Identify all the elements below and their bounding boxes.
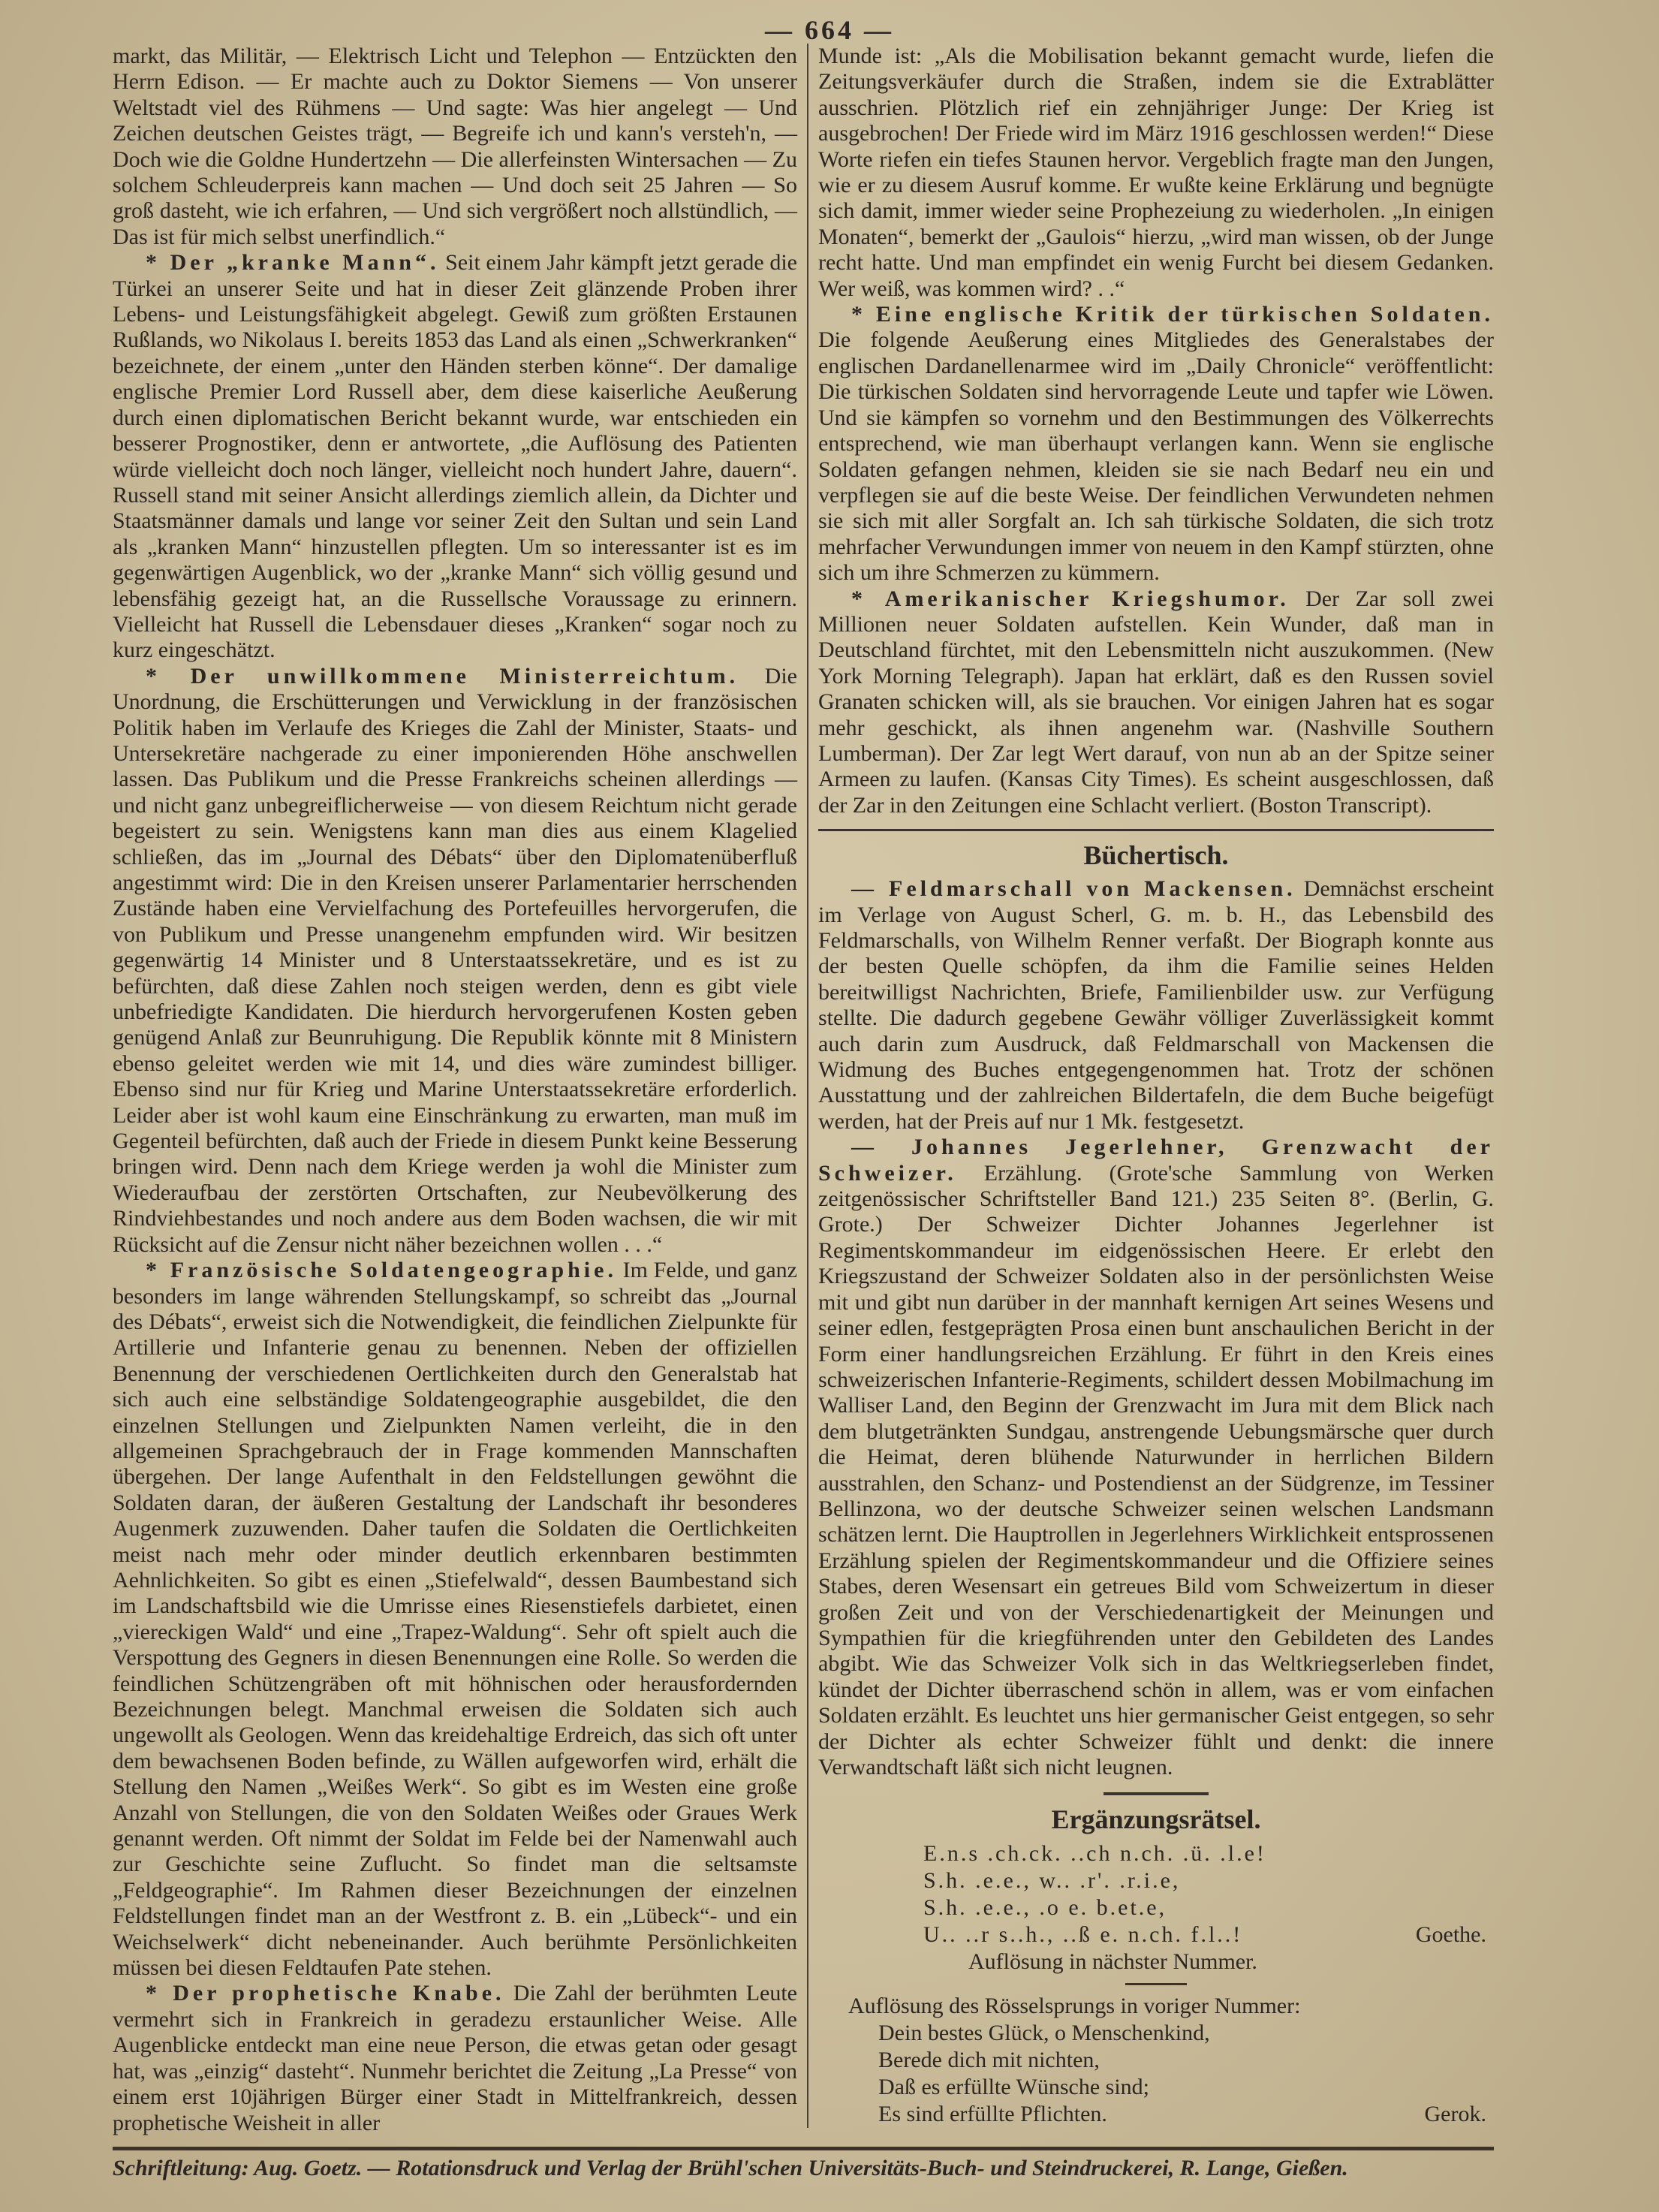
- section-divider: [1125, 1983, 1187, 1985]
- article-soldatengeographie: [113, 1258, 797, 1981]
- solution-heading: Auflösung des Rösselsprungs in voriger Nummer:: [848, 1994, 1301, 2019]
- solution-last-row: [878, 2101, 1486, 2128]
- article-body: Die folgende Aeußerung eines Mitgliedes des Generalstabes der englischen Dardanellenarmee wird im „Daily Chronicle“ veröffentlicht: Die türkischen Soldaten sind hervorragende Leute und tapfer wie Löwen. Und sie kämpfen so vornehm und den Bestimmungen des Völkerrechts entsprechend, wie man überhaupt verlangen kann. Wenn sie englische Soldaten gefangen nehmen, kleiden sie sie nach Bedarf neu ein und verpflegen sie auf die beste Weise. Der feindlichen Verwundeten nehmen sie sich mit aller Sorgfalt an. Ich sah türkische Soldaten, die sich trotz mehrfacher Verwundungen immer von neuem in den Kampf stürzten, ohne sich um ihre Schmerzen zu kümmern.: [818, 327, 1494, 586]
- article-continuation: [113, 44, 797, 250]
- review-body: Demnächst erscheint im Verlage von August Scherl, G. m. b. H., das Lebensbild des Feldmarschalls, von Wilhelm Renner verfaßt. Der Biograph konnte aus der besten Quelle schöpfen, da ihm die Familie seines Helden bereitwilligst Nachrichten, Briefe, Familienbilder usw. zur Verfügung stellte. Die dadurch gegebene Gewähr völliger Zuverlässigkeit kommt auch darin zum Ausdruck, daß Feldmarschall von Mackensen die Widmung des Buches entgegengenommen hat. Trotz der schönen Ausstattung und der zahlreichen Bildertafeln, die dem Buche beigefügt werden, hat der Preis auf nur 1 Mk. festgesetzt.: [818, 876, 1494, 1134]
- left-column: [113, 44, 807, 2136]
- review-mackensen: [818, 876, 1494, 1135]
- newspaper-page: [113, 44, 1494, 2212]
- right-column: [807, 44, 1494, 2128]
- review-headline: — Johannes Jegerlehner, Grenzwacht der Schweizer.: [818, 1135, 1494, 1186]
- review-jegerlehner: [818, 1135, 1494, 1780]
- puzzle-line: E.n.s .ch.ck. ..ch n.ch. .ü. .l.e!: [923, 1841, 1266, 1867]
- article-headline: * Französische Soldatengeographie.: [146, 1258, 617, 1283]
- article-englische-kritik: [818, 302, 1494, 586]
- page-number: — 664 —: [765, 15, 894, 45]
- solution-line: Berede dich mit nichten,: [878, 2048, 1100, 2073]
- columns: [113, 44, 1494, 2136]
- article-body: Seit einem Jahr kämpft jetzt gerade die Türkei an unserer Seite und hat in dieser Zeit glänzende Proben ihrer Lebens- und Leistungsfähigkeit abgelegt. Gewiß zum größten Erstaunen Rußlands, wo Nikolaus I. bereits 1853 das Land als einen „Schwerkranken“ bezeichnete, der einem „unter den Händen sterben könne“. Der damalige englische Premier Lord Russell aber, dem diese kaiserliche Aeußerung durch einen diplomatischen Bericht bekannt wurde, war entschieden ein besserer Prognostiker, denn er antwortete, „die Auflösung des Patienten würde vielleicht doch noch länger, vielleicht noch hundert Jahre, dauern“. Russell stand mit seiner Ansicht allerdings ziemlich allein, da Dichter und Staatsmänner damals und lange vor seiner Zeit den Sultan und sein Land als „kranken Mann“ hinzustellen pflegten. Um so interessanter ist es im gegenwärtigen Augenblick, wo der „kranke Mann“ sich völlig gesund und lebensfähig gezeigt hat, an die Russellsche Voraussage zu erinnern. Vielleicht hat Russell die Lebensdauer dieses „Kranken“ sogar noch zu kurz eingeschätzt.: [113, 250, 798, 663]
- article-continuation: [818, 44, 1494, 302]
- article-body: Die Unordnung, die Erschütterungen und Verwicklung in der französischen Politik haben im Verlaufe des Krieges die Zahl der Minister, Staats- und Untersekretäre nachgerade zu einer imponierenden Höhe anschwellen lassen. Das Publikum und die Presse Frankreichs scheinen allerdings — und nicht ganz unbegreiflicherweise — von diesem Reichtum nicht gerade begeistert zu sein. Wenigstens kann man dies aus einem Klagelied schließen, das im „Journal des Débats“ über den Diplomatenüberfluß angestimmt wird: Die in den Kreisen unserer Parlamentarier herrschenden Zustände haben eine Vervielfachung des Portefeuilles hervorgerufen, die von Publikum und Presse unangenehm empfunden wird. Wir besitzen gegenwärtig 14 Minister und 8 Unterstaatssekretäre, und es ist zu befürchten, daß diese Zahlen noch steigen werden, denn es gibt viele unbefriedigte Kandidaten. Die hierdurch hervorgerufenen Kosten geben genügend Anlaß zur Beunruhigung. Die Republik könnte mit 8 Ministern ebenso geleitet werden wie mit 14, und dies wäre zumindest billiger. Ebenso sind nur für Krieg und Marine Unterstaatssekretäre erforderlich. Leider aber ist wohl kaum eine Einschränkung zu erwarten, man muß im Gegenteil befürchten, daß auch der Friede in diesem Punkt keine Besserung bringen wird. Denn nach dem Kriege werden ja wohl die Minister zum Wiederaufbau der zerstörten Ortschaften, zur Neubevölkerung des Rindviehbestandes und noch andere aus dem Boden wachsen, die wir mit Rücksicht auf die Zensur nicht näher bezeichnen wollen . . .“: [113, 663, 797, 1257]
- review-headline: — Feldmarschall von Mackensen.: [851, 876, 1296, 902]
- puzzle-author: Goethe.: [1415, 1922, 1486, 1948]
- solution: [818, 1993, 1494, 2128]
- article-headline: * Der „kranke Mann“.: [146, 250, 440, 276]
- article-headline: * Der unwillkommene Ministerreichtum.: [146, 663, 739, 689]
- article-body: Die Zahl der berühmten Leute vermehrt sich in Frankreich in geradezu erstaunlicher Weise. Alle Augenblicke entdeckt man eine neue Person, die etwas getan oder gesagt hat, was „einzig“ dasteht“. Nunmehr berichtet die Zeitung „La Presse“ von einem erst 10jährigen Bürger einer Stadt in Mittelfrankreich, dessen prophetische Weisheit in aller: [113, 1981, 797, 2135]
- section-divider: [1103, 1792, 1209, 1795]
- article-headline: * Amerikanischer Kriegshumor.: [851, 586, 1290, 611]
- solution-line: Daß es erfüllte Wünsche sind;: [878, 2075, 1150, 2100]
- solution-poem: [848, 2020, 1486, 2128]
- article-kranke-mann: [113, 250, 797, 664]
- section-divider: [818, 829, 1494, 831]
- puzzle-heading: Ergänzungsrätsel.: [1051, 1804, 1261, 1835]
- article-body: Munde ist: „Als die Mobilisation bekannt gemacht wurde, liefen die Zeitungsverkäufer durch die Straßen, indem sie die Extrablätter ausschrien. Plötzlich rief ein zehnjähriger Junge: Der Krieg ist ausgebrochen! Der Friede wird im März 1916 geschlossen werden!“ Diese Worte riefen ein tiefes Staunen hervor. Vergeblich fragte man den Jungen, wie er zu diesem Ausruf komme. Er wußte keine Erklärung und begnügte sich damit, immer wieder seine Prophezeiung zu wiederholen. „In einigen Monaten“, bemerkt der „Gaulois“ hierzu, „wird man wissen, ob der Junge recht hatte. Und man empfindet ein wenig Furcht bei diesem Gedanken. Wer weiß, was kommen wird? . .“: [818, 44, 1494, 301]
- puzzle-note: Auflösung in nächster Nummer.: [968, 1949, 1257, 1975]
- article-kriegshumor: [818, 586, 1494, 819]
- review-body: Erzählung. (Grote'sche Sammlung von Werken zeitgenössischer Schriftsteller Band 121.) 235 Seiten 8°. (Berlin, G. Grote.) Der Schweizer Dichter Johannes Jegerlehner ist Regimentskommandeur im eidgenössischen Heere. Er erlebt den Kriegszustand der Schweizer Soldaten also in der persönlichsten Weise mit und gibt nun darüber in der mannhaft kernigen Art seines Wesens und seiner edlen, festgeprägten Prosa einen bunt anschaulichen Bericht in der Form einer handlungsreichen Erzählung. Er führt in den Kreis eines schweizerischen Infanterie-Regiments, schildert dessen Mobilmachung im Walliser Land, den Beginn der Grenzwacht im Jura mit dem Blick nach dem blutgetränkten Sundgau, anstrengende Uebungsmärsche quer durch die Heimat, deren blühende Naturwunder in herrlichen Bildern ausstrahlen, den Schanz- und Postendienst an der Südgrenze, im Tessiner Bellinzona, wo der deutsche Schweizer seinen welschen Landsmann schätzen lernt. Die Hauptrollen in Jegerlehners Wirklichkeit entsprossenen Erzählung spielen der Regimentskommandeur und die Offiziere seines Stabes, deren Wesensart ein getreues Bild vom Schweizertum in dieser großen Zeit und von der Verschiedenartigkeit der Meinungen und Sympathien für die kriegführenden unter den Gebildeten des Landes abgibt. Wie das Schweizer Volk sich in das Weltkriegserleben findet, kündet der Dichter überraschend schön in allem, was er vom einfachen Soldaten erzählt. Es leuchtet uns hier germanischer Geist entgegen, so sehr der Dichter als echter Schweizer fühlt und denkt: die innere Verwandtschaft läßt sich nicht leugnen.: [818, 1160, 1494, 1780]
- puzzle-line: U.. ..r s..h., ..ß e. n.ch. f.l..!: [923, 1922, 1243, 1948]
- puzzle-last-row: [923, 1921, 1486, 1948]
- article-headline: * Eine englische Kritik der türkischen Soldaten.: [851, 302, 1494, 327]
- article-headline: * Der prophetische Knabe.: [146, 1981, 505, 2006]
- article-body: Der Zar soll zwei Millionen neuer Soldaten aufstellen. Kein Wunder, daß man in Deutschland fürchtet, mit den Lebensmitteln nicht auszukommen. (New York Morning Telegraph). Japan hat erklärt, daß es den Russen soviel Granaten schicken will, als sie brauchen. Vor einigen Jahren hat es sogar mehr geschickt, als ihnen angenehm war. (Nashville Southern Lumberman). Der Zar legt Wert darauf, von nun ab an der Spitze seiner Armeen zu laufen. (Kansas City Times). Es scheint ausgeschlossen, daß der Zar in den Zeitungen eine Schlacht verliert. (Boston Transcript).: [818, 586, 1494, 818]
- article-ministerreichtum: [113, 664, 797, 1258]
- article-body: markt, das Militär, — Elektrisch Licht und Telephon — Entzückten den Herrn Edison. — Er machte auch zu Doktor Siemens — Von unserer Weltstadt viel des Rühmens — Und sagte: Was hier angelegt — Und Zeichen deutschen Geistes trägt, — Begreife ich und kann's versteh'n, — Doch wie die Goldne Hundertzehn — Die allerfeinsten Wintersachen — Zu solchem Schleuderpreis kann machen — Und doch seit 25 Jahren — So groß dasteht, wie ich erfahren, — Und sich vergrößert noch allstündlich, — Das ist für mich selbst unerfindlich.“: [113, 44, 797, 249]
- solution-line: Es sind erfüllte Pflichten.: [878, 2102, 1107, 2127]
- article-prophetische-knabe: [113, 1981, 797, 2135]
- solution-author: Gerok.: [1424, 2102, 1486, 2127]
- puzzle-line: S.h. .e.e., w.. .r'. .r.i.e,: [923, 1868, 1181, 1894]
- footer-rule: [113, 2147, 1494, 2150]
- solution-line: Dein bestes Glück, o Menschenkind,: [878, 2021, 1210, 2046]
- imprint-footer: Schriftleitung: Aug. Goetz. — Rotationsdruck und Verlag der Brühl'schen Universitäts-Buch- und Steindruckerei, R. Lange, Gießen.: [113, 2155, 1348, 2180]
- books-heading: Büchertisch.: [1083, 840, 1229, 871]
- puzzle: [818, 1840, 1494, 1975]
- puzzle-line: S.h. .e.e., .o e. b.et.e,: [923, 1895, 1167, 1921]
- article-body: Im Felde, und ganz besonders im lange währenden Stellungskampf, so schreibt das „Journal des Débats“, erweist sich die Notwendigkeit, die feindlichen Zielpunkte für Artillerie und Infanterie genau zu benennen. Neben der offiziellen Benennung der verschiedenen Oertlichkeiten durch den Generalstab hat sich auch eine selbständige Soldatengeographie ausgebildet, die den einzelnen Stellungen und Zielpunkten Namen verleiht, die in den allgemeinen Sprachgebrauch der in Frage kommenden Mannschaften übergehen. Der lange Aufenthalt in den Feldstellungen gewöhnt die Soldaten daran, der äußeren Gestaltung der Landschaft ihr besonderes Augenmerk zuzuwenden. Daher taufen die Soldaten die Oertlichkeiten meist nach mehr oder minder deutlich erkennbaren bestimmten Aehnlichkeiten. So gibt es einen „Stiefelwald“, dessen Baumbestand sich im Landschaftsbild wie die Umrisse eines Riesenstiefels darbietet, einen „viereckigen Wald“ und eine „Trapez-Waldung“. Sehr oft spielt auch die Verspottung des Gegners in diesen Benennungen eine Rolle. So werden die feindlichen Schützengräben oft mit höhnischen oder herausfordernden Bezeichnungen belegt. Manchmal erweisen die Soldaten sich auch ungewollt als Geologen. Wenn das kreidehaltige Erdreich, das sich oft unter dem bewachsenen Boden befinde, zu Wällen aufgeworfen wird, erhält die Stellung den Namen „Weißes Werk“. So gibt es im Westen eine große Anzahl von Stellungen, die von den Soldaten Weißes oder Graues Werk genannt werden. Oft nimmt der Soldat im Felde bei der Namenwahl auch zur Geschichte seine Zuflucht. So findet man die seltsamste „Feldgeographie“. Im Rahmen dieser Bezeichnungen der einzelnen Feldstellungen findet man an der Westfront z. B. ein „Lübeck“- und ein Weichselwerk“ dicht nebeneinander. Auch berühmte Persönlichkeiten müssen bei diesen Feldtaufen Pate stehen.: [113, 1258, 797, 1981]
